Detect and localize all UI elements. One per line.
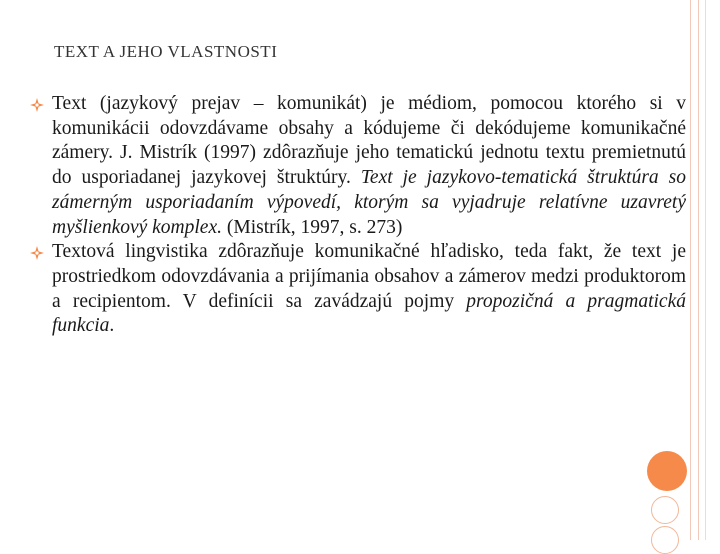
bullet-item [26,240,686,339]
bullet-text: Text (jazykový prejav – komunikát) je médiom, pomocou ktorého si v komunikácii odovzdávame obsahy a kódujeme či dekódujeme komunikačné zámery. J. Mistrík (1997) zdôrazňuje jeho tematickú jednotu textu premietnutú do usporiadanej jazykovej štruktúry. [52,93,686,189]
four-point-star-icon [30,98,44,112]
bullet-text-italic: Text je jazykovo-tematická štruktúra so zámerným usporiadaním výpovedí, ktorým sa vyjadruje relatívne uzavretý myšlienkový komplex. [52,167,686,238]
slide-content [26,92,686,339]
bullet-text-italic: propozičná a pragmatická funkcia [52,290,686,337]
decorative-rail [705,0,706,540]
decorative-rail [690,0,691,540]
bullet-item [26,92,686,240]
bullet-text: (Mistrík, 1997, s. 273) [222,216,403,238]
decorative-circle-filled [647,451,687,491]
bullet-text: Textová lingvistika zdôrazňuje komunikačné hľadisko, teda fakt, že text je prostriedkom odovzdávania a prijímania obsahov a zámerov medzi produktorom a recipientom. V definícii sa zavádzajú pojmy [52,241,686,312]
four-point-star-icon [30,246,44,260]
decorative-circle-ring [651,526,679,554]
slide-title: TEXT A JEHO VLASTNOSTI [54,42,278,61]
decorative-circle-ring [651,496,679,524]
decorative-rail [698,0,699,540]
bullet-text: . [109,315,115,337]
